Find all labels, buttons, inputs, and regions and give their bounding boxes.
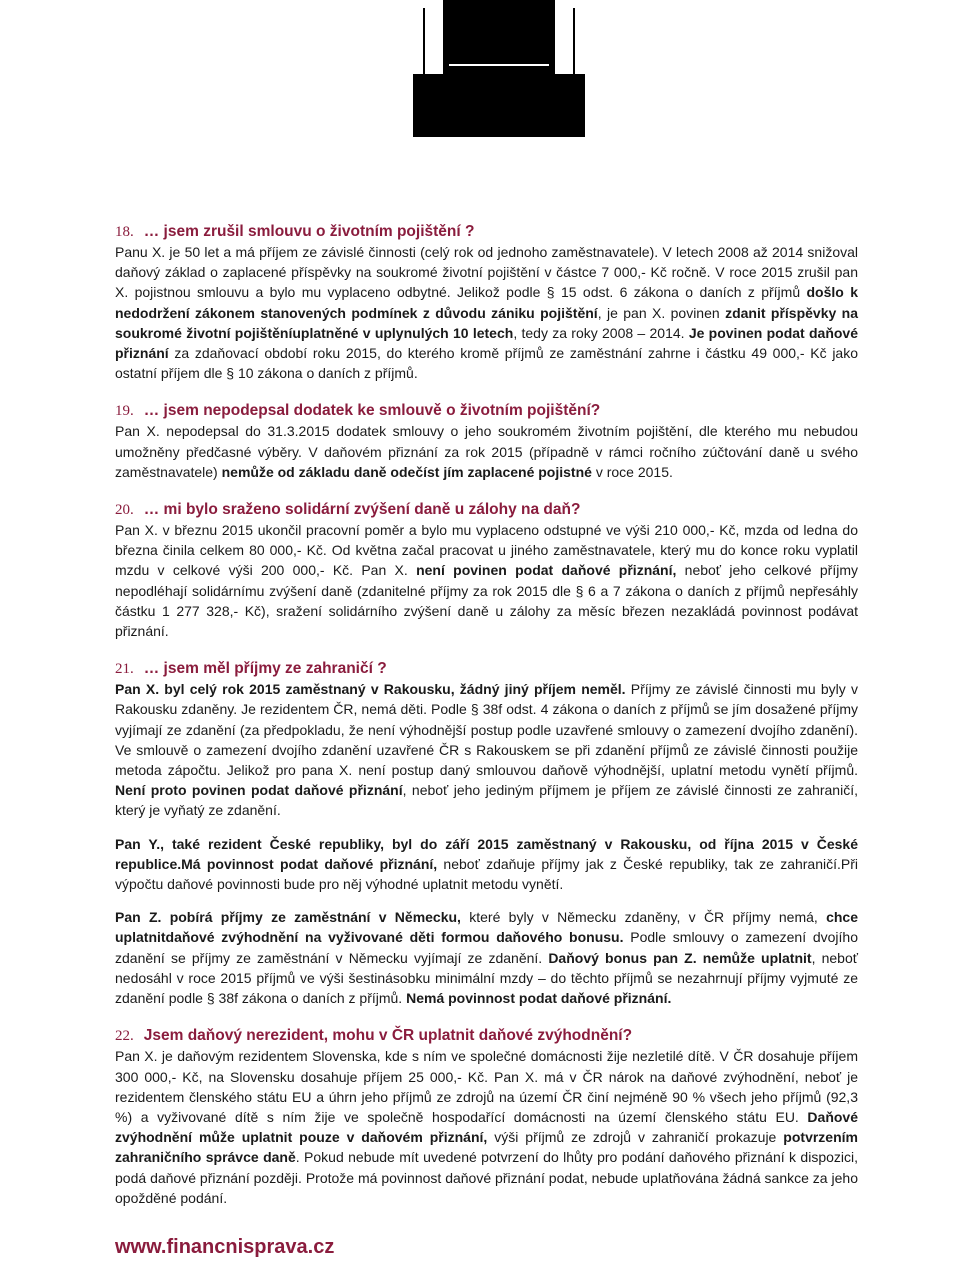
text-run: v roce 2015.: [591, 463, 673, 480]
section-paragraph: [115, 679, 858, 820]
bold-text: Daňové zvýhodnění může uplatnit pouze v daňovém přiznání,: [115, 1108, 858, 1146]
logo-pillar: [443, 0, 555, 74]
logo-emblem: [413, 0, 585, 74]
section-title: … jsem měl příjmy ze zahraničí ?: [143, 660, 387, 678]
logo-line-left: [423, 8, 425, 74]
text-run: které byly v Německu zdaněny, v ČR příjmy nemá,: [460, 909, 827, 926]
bold-text: nemůže od základu daně odečíst jím zaplacené pojistné: [221, 463, 592, 480]
text-run: , neboť jeho jediným příjmem je příjem ze závislé činnosti ze zahraničí, který je vyňatý ze zdanění.: [115, 782, 858, 819]
text-run: , je pan X. povinen: [597, 304, 726, 321]
logo-rule: [449, 64, 549, 66]
bold-text: chce uplatnitdaňové zvýhodnění na vyživované děti formou daňového bonusu.: [115, 909, 858, 946]
text-run: neboť jeho celkové příjmy nepodléhají solidárnímu zvýšení daně (zdanitelné příjmy za rok 2015 dle § 6 a 7 zákona o daních z příjmů nepřesáhly částku 1 277 328,- Kč), sražení solidárního zvýšení daně u zálohy za měsíc březen nezakládá povinnost podávat přiznání.: [115, 562, 858, 640]
paragraph-gap: [115, 894, 858, 907]
section-gap: [115, 482, 858, 500]
bold-text: Je povinen podat daňové přiznání: [115, 324, 859, 362]
section-title: … jsem nepodepsal dodatek ke smlouvě o životním pojištění?: [143, 402, 601, 420]
section-paragraph: [115, 421, 858, 482]
section-heading: [115, 222, 858, 242]
bold-text: Není proto povinen podat daňové přiznání: [115, 782, 403, 799]
document-body: [115, 222, 858, 1208]
section-number: 20.: [115, 502, 134, 519]
bold-text: došlo k nedodržení zákonem stanovených podmínek z důvodu zániku pojištění: [115, 284, 858, 321]
bold-text: zdanit příspěvky na soukromé životní pojištěníuplatněné v uplynulých 10 letech: [115, 304, 858, 341]
text-run: , neboť nedosáhl v roce 2015 příjmů ve výši šestinásobku minimální mzdy – do těchto příjmů se nezahrnují příjmy vyjmuté ze zdanění podle § 38f zákona o daních z příjmů.: [115, 949, 858, 1007]
text-run: výši příjmů ze zdrojů v zahraničí prokazuje: [487, 1129, 784, 1146]
section-gap: [115, 641, 858, 659]
text-run: Pan X. v březnu 2015 ukončil pracovní poměr a bylo mu vyplaceno odstupné ve výši 210 000,- Kč, mzda od ledna do března činila celkem 80 000,- Kč. Od května začal pracovat u jiného zaměstnavatele, který mu do konce roku vyplatil mzdu v celkové výši 200 000,- Kč. Pan X.: [115, 522, 858, 579]
section-gap: [115, 1008, 858, 1026]
bold-text: není povinen podat daňové přiznání,: [416, 562, 677, 579]
section-gap: [115, 383, 858, 401]
section-number: 22.: [115, 1028, 134, 1045]
text-run: Příjmy ze závislé činnosti mu byly v Rakousku zdaněny. Je rezidentem ČR, nemá děti. Podle § 38f odst. 4 zákona o daních z příjmů se jím dosažené příjmy vyjímají ze zdanění (za předpokladu, že není výhodnější postup podle uzavřené smlouvy o zamezení dvojího zdanění). Ve smlouvě o zamezení dvojího zdanění uzavřené ČR s Rakouskem se při zdanění příjmů ze závislé činnosti použije metoda zápočtu. Jelikož pro pana X. není postup daný smlouvou daňově výhodnější, uplatní metodu vynětí příjmů.: [115, 681, 858, 779]
section-heading: [115, 401, 858, 421]
bold-text: potvrzením zahraničního správce daně: [115, 1129, 858, 1166]
section-paragraph: [115, 834, 858, 895]
text-run: . Pokud nebude mít uvedené potvrzení do lhůty pro podání daňového přiznání k dispozici, podá daňové přiznání později. Protože má povinnost daňové přiznání podat, nebude uplatňována žádná sankce za jeho opožděné podání.: [115, 1149, 859, 1206]
section-paragraph: [115, 520, 858, 641]
text-run: neboť zdaňuje příjmy jak z České republiky, tak ze zahraničí.Při výpočtu daňové povinnosti bude pro něj výhodné uplatnit metodu vynětí.: [115, 855, 859, 893]
text-run: , tedy za roky 2008 – 2014.: [513, 324, 689, 341]
bold-text: Daňový bonus pan Z. nemůže uplatnit: [548, 949, 812, 966]
section-title: … mi bylo sraženo solidární zvýšení daně u zálohy na daň?: [143, 501, 581, 519]
section-number: 19.: [115, 403, 134, 420]
bold-text: Nemá povinnost podat daňové přiznání.: [406, 990, 672, 1007]
text-run: Pan X. nepodepsal do 31.3.2015 dodatek smlouvy o jeho soukromém životním pojištění, dle kterého mu nebudou umožněny předčasné výběry. V daňovém přiznání za rok 2015 (případně v rámci ročního zúčtování daně u svého zaměstnavatele): [115, 423, 858, 480]
section-heading: [115, 659, 858, 679]
bold-text: Pan Z. pobírá příjmy ze zaměstnání v Německu,: [115, 909, 461, 926]
section-heading: [115, 500, 858, 520]
header-logo: [413, 0, 585, 137]
footer-url[interactable]: www.financnisprava.cz: [115, 1236, 335, 1258]
logo-line-right: [573, 8, 575, 74]
section-title: … jsem zrušil smlouvu o životním pojištění ?: [143, 223, 475, 240]
text-run: Panu X. je 50 let a má příjem ze závislé činnosti (celý rok od jednoho zaměstnavatele). V letech 2008 až 2014 snižoval daňový základ o zaplacené příspěvky na soukromé životní pojištění v částce 7 000,- Kč ročně. V roce 2015 zrušil pan X. pojistnou smlouvu a bylo mu vyplaceno odbytné. Jelikož podle § 15 odst. 6 zákona o daních z příjmů: [115, 244, 858, 301]
bold-text: Pan Y., také rezident České republiky, byl do září 2015 zaměstnaný v Rakousku, od října 2015 v České republice.Má povinnost podat daňové přiznání,: [115, 835, 858, 872]
text-run: za zdaňovací období roku 2015, do kterého kromě příjmů ze zaměstnání zahrne i částku 49 000,- Kč jako ostatní příjem dle § 10 zákona o daních z příjmů.: [115, 345, 858, 382]
section-number: 21.: [115, 661, 134, 678]
bold-text: Pan X. byl celý rok 2015 zaměstnaný v Rakousku, žádný jiný příjem neměl.: [115, 681, 626, 698]
paragraph-gap: [115, 821, 858, 834]
section-title: Jsem daňový nerezident, mohu v ČR uplatnit daňové zvýhodnění?: [143, 1027, 633, 1045]
text-run: Pan X. je daňovým rezidentem Slovenska, kde s ním ve společné domácnosti žije nezletilé dítě. V ČR dosahuje příjem 300 000,- Kč, na Slovensku dosahuje příjem 25 000,- Kč. Pan X. má v ČR nárok na daňové zvýhodnění, neboť je rezidentem členského státu EU a úhrn jeho příjmů ze zdrojů na území ČR činí nejméně 90 % všech jeho příjmů (92,3 %) a vyživované dítě s ním žije ve společně hospodařící domácnosti na území členského státu EU.: [115, 1048, 858, 1125]
section-paragraph: [115, 907, 858, 1008]
text-run: Podle smlouvy o zamezení dvojího zdanění se příjmy ze zaměstnání v Německu vyjímají ze zdanění.: [115, 929, 858, 966]
section-number: 18.: [115, 224, 134, 240]
section-paragraph: [115, 242, 858, 383]
section-paragraph: [115, 1046, 858, 1208]
logo-base: [413, 74, 585, 137]
section-heading: [115, 1026, 858, 1046]
